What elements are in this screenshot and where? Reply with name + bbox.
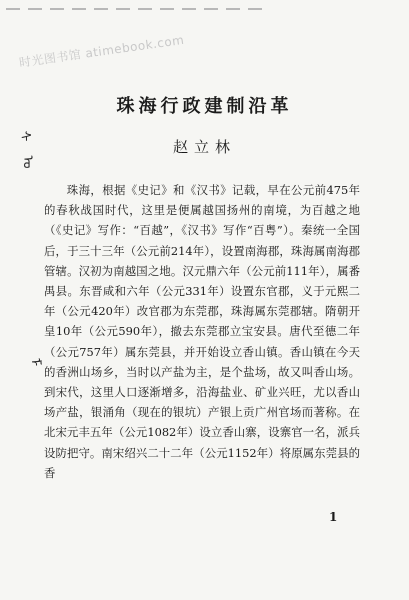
margin-mark: ᠮ (27, 357, 44, 367)
body-paragraph: 珠海，根据《史记》和《汉书》记载，早在公元前475年的春秋战国时代，这里是便属越国扬州的南境，为百越之地（《史记》写作：“百越”，《汉书》写作“百粤”）。秦统一全国后，于三十三年（公元前214年），设置南海郡，珠海属南海郡管辖。汉初为南越国之地。汉元鼎六年（公元前111年），属番禺县。东晋咸和六年（公元331年）设置东官郡，义于元熙二年（公元420年）改官郡为东莞郡，珠海属东莞郡辖。隋朝开皇10年（公元590年），撤去东莞郡立宝安县。唐代至德二年（公元757年）属东莞县，并开始设立香山镇。香山镇在今天的香洲山场乡，当时以产盐为主，是个盐场，故又叫香山场。到宋代，这里人口逐渐增多，沿海盐业、矿业兴旺，尤以香山场产盐，银涌角（现在的银坑）产银上贡广州官场而著称。在北宋元丰五年（公元1082年）设立香山寨，设寨官一名，派兵设防把守。南宋绍兴二十二年（公元1152年）将原属东莞县的香 (44, 183, 360, 480)
page-title: 珠海行政建制沿革 (116, 96, 293, 117)
page-number: 1 (329, 510, 338, 524)
top-border-dashes (6, 8, 266, 12)
margin-mark: ᠤ (19, 155, 36, 169)
author-name: 赵立林 (172, 138, 236, 156)
margin-mark: ᠰ (16, 130, 33, 142)
watermark: 时光图书馆 atimebook.com (18, 32, 186, 70)
